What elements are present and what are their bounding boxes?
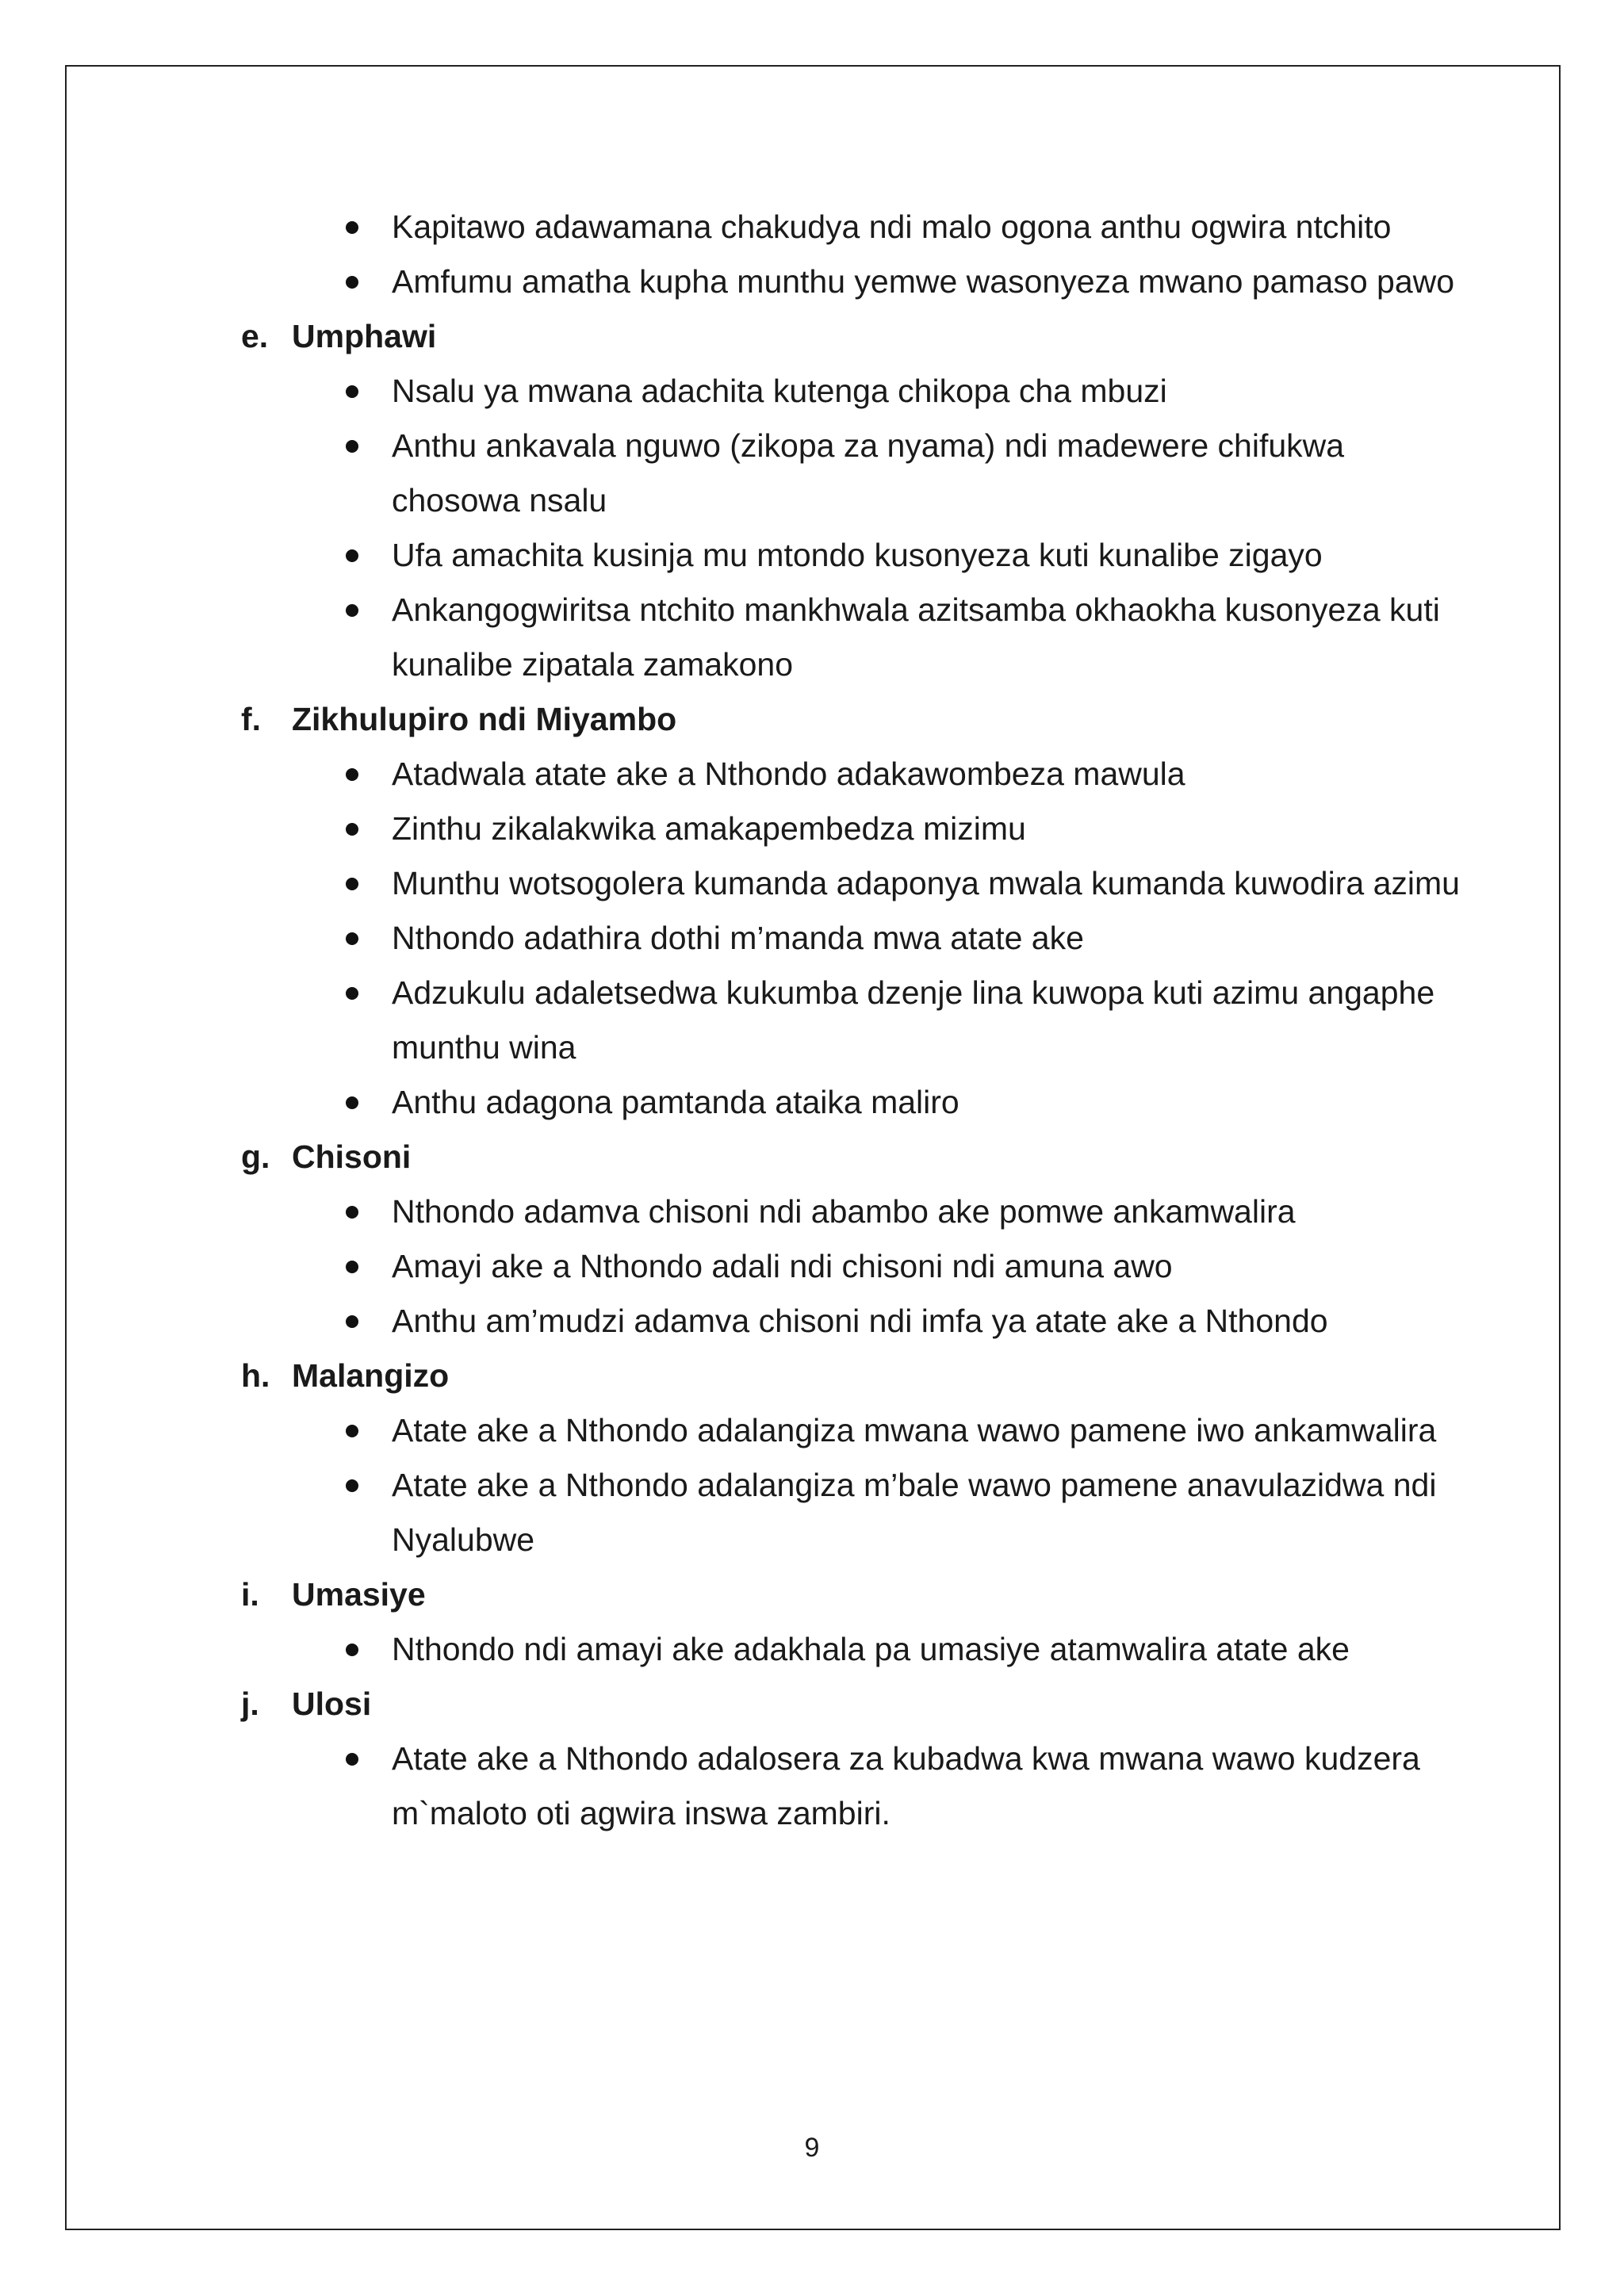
list-item: Nthondo ndi amayi ake adakhala pa umasiye atamwalira atate ake (392, 1622, 1478, 1677)
bullet-icon (346, 768, 358, 781)
list-item: Kapitawo adawamana chakudya ndi malo ogona anthu ogwira ntchito (392, 200, 1478, 254)
bullet-icon (346, 1315, 358, 1328)
bullet-list (241, 1622, 1478, 1677)
list-item: Nsalu ya mwana adachita kutenga chikopa cha mbuzi (392, 364, 1478, 419)
section-heading: j. Ulosi (241, 1686, 372, 1722)
bullet-icon (346, 878, 358, 890)
bullet-icon (346, 276, 358, 289)
bullet-icon (346, 221, 358, 234)
list-item: Anthu ankavala nguwo (zikopa za nyama) ndi madewere chifukwa chosowa nsalu (392, 419, 1478, 528)
bullet-icon (346, 1479, 358, 1492)
bullet-icon (346, 823, 358, 836)
list-item: Amayi ake a Nthondo adali ndi chisoni ndi amuna awo (392, 1239, 1478, 1294)
list-item: Atate ake a Nthondo adalangiza m’bale wawo pamene anavulazidwa ndi Nyalubwe (392, 1458, 1478, 1567)
section-heading: e. Umphawi (241, 318, 437, 354)
section-heading: h. Malangizo (241, 1357, 450, 1394)
list-item: Ufa amachita kusinja mu mtondo kusonyeza kuti kunalibe zigayo (392, 528, 1478, 583)
list-item: Anthu am’mudzi adamva chisoni ndi imfa ya atate ake a Nthondo (392, 1294, 1478, 1349)
bullet-icon (346, 1206, 358, 1219)
bullet-icon (346, 385, 358, 398)
bullet-icon (346, 932, 358, 945)
section-zikhulupiro (241, 692, 1478, 1130)
bullet-icon (346, 440, 358, 453)
section-heading: f. Zikhulupiro ndi Miyambo (241, 701, 677, 737)
bullet-icon (346, 1753, 358, 1766)
bullet-icon (346, 1425, 358, 1437)
list-item: Atadwala atate ake a Nthondo adakawombeza mawula (392, 747, 1478, 802)
list-item: Zinthu zikalakwika amakapembedza mizimu (392, 802, 1478, 856)
list-item: Nthondo adamva chisoni ndi abambo ake pomwe ankamwalira (392, 1184, 1478, 1239)
section-chisoni (241, 1130, 1478, 1349)
list-item: Adzukulu adaletsedwa kukumba dzenje lina kuwopa kuti azimu angaphe munthu wina (392, 966, 1478, 1075)
section-ulosi (241, 1677, 1478, 1841)
bullet-list (241, 747, 1478, 1130)
bullet-icon (346, 987, 358, 1000)
document-body (241, 200, 1478, 1841)
bullet-icon (346, 1261, 358, 1273)
bullet-icon (346, 549, 358, 562)
section-umasiye (241, 1567, 1478, 1677)
list-item: Atate ake a Nthondo adalangiza mwana wawo pamene iwo ankamwalira (392, 1403, 1478, 1458)
list-item: Anthu adagona pamtanda ataika maliro (392, 1075, 1478, 1130)
bullet-list (241, 1732, 1478, 1841)
section-malangizo (241, 1349, 1478, 1567)
list-item: Munthu wotsogolera kumanda adaponya mwala kumanda kuwodira azimu (392, 856, 1478, 911)
list-item: Atate ake a Nthondo adalosera za kubadwa kwa mwana wawo kudzera m`maloto oti agwira inswa zambiri. (392, 1732, 1478, 1841)
section-umphawi (241, 309, 1478, 692)
list-item: Amfumu amatha kupha munthu yemwe wasonyeza mwano pamaso pawo (392, 254, 1478, 309)
bullet-list (241, 364, 1478, 692)
bullet-icon (346, 604, 358, 617)
bullet-icon (346, 1644, 358, 1656)
intro-bullet-list (241, 200, 1478, 309)
bullet-list (241, 1403, 1478, 1567)
bullet-icon (346, 1096, 358, 1109)
bullet-list (241, 1184, 1478, 1349)
list-item: Nthondo adathira dothi m’manda mwa atate ake (392, 911, 1478, 966)
list-item: Ankangogwiritsa ntchito mankhwala azitsamba okhaokha kusonyeza kuti kunalibe zipatala zamakono (392, 583, 1478, 692)
section-heading: i. Umasiye (241, 1576, 426, 1613)
page-number: 9 (804, 2133, 820, 2163)
section-heading: g. Chisoni (241, 1138, 412, 1175)
